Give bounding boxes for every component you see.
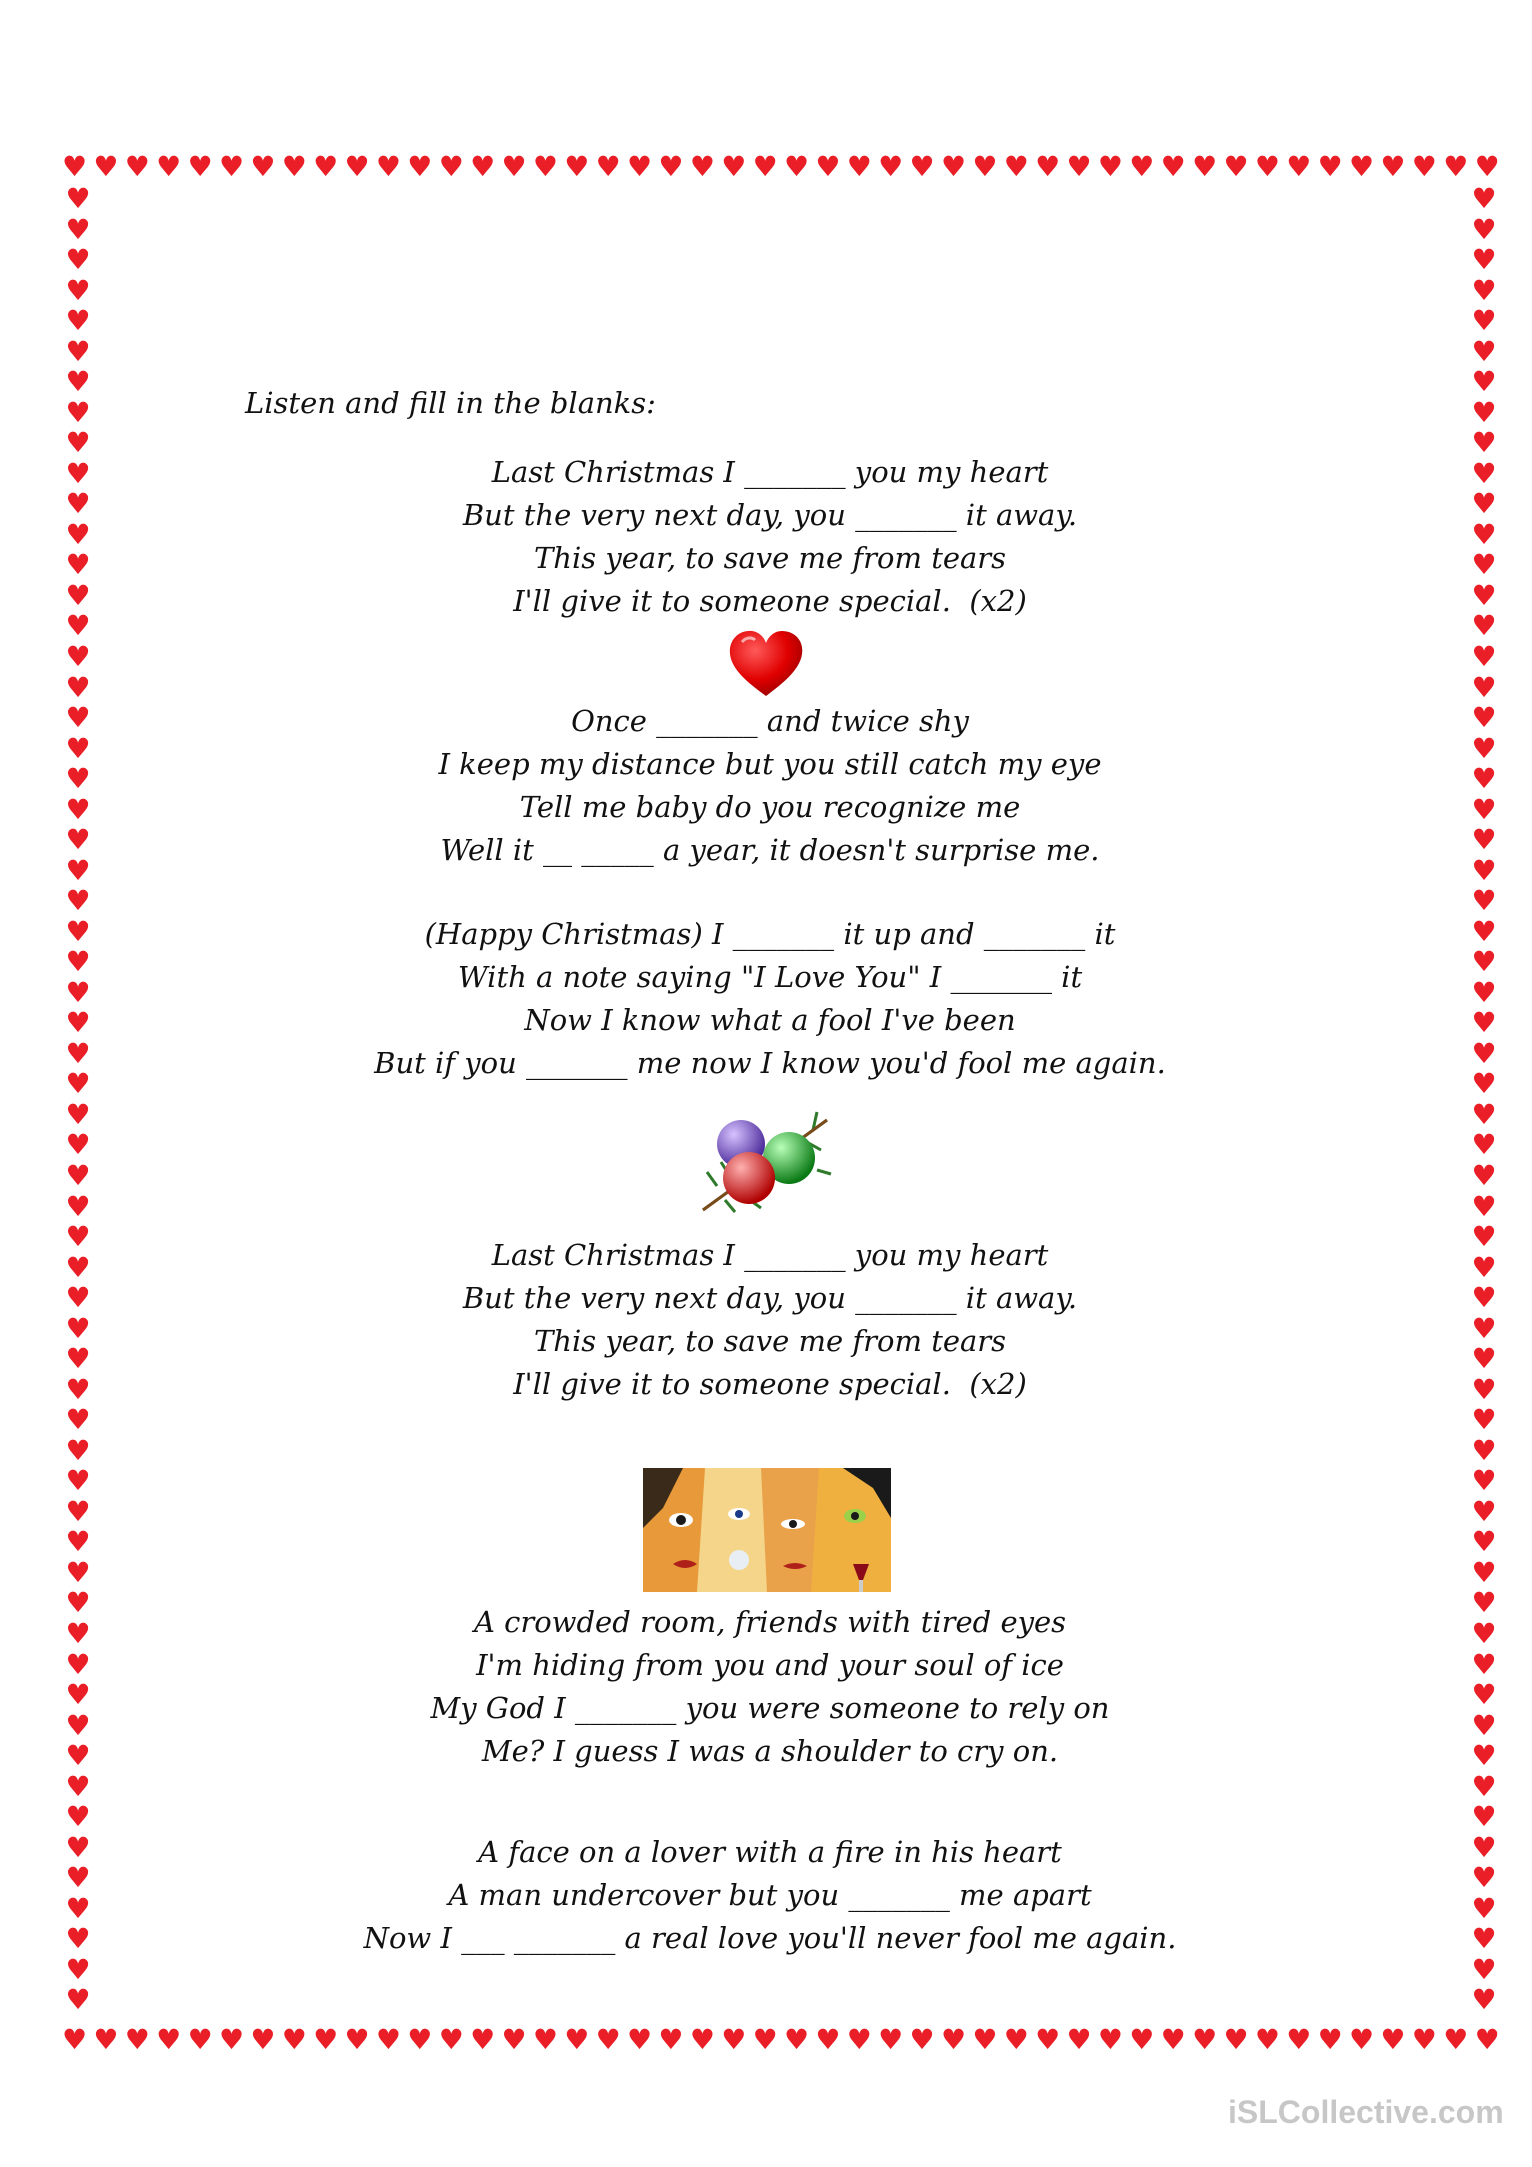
border-heart-icon: ♥ xyxy=(909,2023,935,2056)
lyric-line: Last Christmas I _______ you my heart xyxy=(491,1238,1049,1272)
lyric-line: Well it __ _____ a year, it doesn't surprise me. xyxy=(440,833,1100,867)
border-heart-icon: ♥ xyxy=(218,2023,245,2056)
border-heart-icon: ♥ xyxy=(878,150,904,183)
verse-stanza xyxy=(300,913,1240,1085)
lyric-line: I'll give it to someone special. (x2) xyxy=(513,1367,1027,1401)
border-heart-icon: ♥ xyxy=(65,1067,91,1101)
lyric-line: Me? I guess I was a shoulder to cry on. xyxy=(481,1734,1059,1768)
border-heart-icon: ♥ xyxy=(783,150,810,183)
border-heart-icon: ♥ xyxy=(1471,1220,1497,1254)
border-heart-icon: ♥ xyxy=(65,701,91,735)
border-heart-icon: ♥ xyxy=(1471,701,1497,735)
border-heart-icon: ♥ xyxy=(1471,578,1497,612)
border-heart-icon: ♥ xyxy=(1471,1983,1497,2017)
border-heart-icon: ♥ xyxy=(65,1922,91,1956)
border-heart-icon: ♥ xyxy=(65,334,91,368)
border-heart-icon: ♥ xyxy=(1443,2023,1469,2056)
border-heart-icon: ♥ xyxy=(1474,2023,1500,2056)
lyric-line: This year, to save me from tears xyxy=(533,541,1007,575)
border-heart-icon: ♥ xyxy=(1471,1433,1497,1467)
border-heart-icon: ♥ xyxy=(65,1983,91,2017)
border-heart-icon: ♥ xyxy=(1471,1861,1497,1895)
border-heart-icon: ♥ xyxy=(281,2023,307,2056)
border-heart-icon: ♥ xyxy=(407,2023,433,2056)
border-heart-icon: ♥ xyxy=(501,150,527,183)
border-heart-icon: ♥ xyxy=(65,1342,91,1376)
border-heart-icon: ♥ xyxy=(65,1861,91,1895)
border-heart-icon: ♥ xyxy=(940,150,967,183)
border-heart-icon: ♥ xyxy=(1471,426,1497,460)
lyric-line: A crowded room, friends with tired eyes xyxy=(473,1605,1067,1639)
border-heart-icon: ♥ xyxy=(65,853,91,887)
border-heart-icon: ♥ xyxy=(65,639,91,673)
border-heart-icon: ♥ xyxy=(1471,975,1497,1009)
border-heart-icon: ♥ xyxy=(1471,639,1497,673)
border-heart-icon: ♥ xyxy=(65,1830,91,1864)
border-heart-icon: ♥ xyxy=(65,517,91,551)
border-heart-icon: ♥ xyxy=(65,182,91,215)
border-heart-icon: ♥ xyxy=(65,1189,91,1223)
border-heart-icon: ♥ xyxy=(1471,1281,1497,1315)
border-heart-icon: ♥ xyxy=(1317,150,1343,183)
border-heart-icon: ♥ xyxy=(470,2023,496,2056)
lyric-line: But the very next day, you _______ it away. xyxy=(462,498,1078,532)
border-heart-icon: ♥ xyxy=(689,2023,715,2056)
verse-stanza xyxy=(300,1831,1240,1960)
border-heart-icon: ♥ xyxy=(595,150,621,183)
border-heart-icon: ♥ xyxy=(1471,1067,1497,1101)
border-heart-icon: ♥ xyxy=(1471,609,1497,643)
heart-border-top xyxy=(62,151,1500,183)
border-heart-icon: ♥ xyxy=(1471,1372,1497,1406)
border-heart-icon: ♥ xyxy=(1066,2023,1092,2056)
lyric-line: Last Christmas I _______ you my heart xyxy=(491,455,1049,489)
border-heart-icon: ♥ xyxy=(1254,150,1280,183)
border-heart-icon: ♥ xyxy=(65,945,91,979)
border-heart-icon: ♥ xyxy=(1471,1189,1497,1223)
border-heart-icon: ♥ xyxy=(65,1952,91,1986)
border-heart-icon: ♥ xyxy=(1471,945,1497,979)
border-heart-icon: ♥ xyxy=(783,2023,810,2056)
lyric-line: But the very next day, you _______ it away. xyxy=(462,1281,1078,1315)
border-heart-icon: ♥ xyxy=(65,1006,91,1040)
lyric-line: But if you _______ me now I know you'd fool me again. xyxy=(374,1046,1166,1080)
lyric-line: With a note saying "I Love You" I _______ it xyxy=(457,960,1083,994)
border-heart-icon: ♥ xyxy=(65,1403,91,1437)
border-heart-icon: ♥ xyxy=(65,1616,91,1650)
border-heart-icon: ♥ xyxy=(65,1586,91,1620)
border-heart-icon: ♥ xyxy=(1223,2023,1249,2056)
lyric-line: Now I know what a fool I've been xyxy=(524,1003,1016,1037)
border-heart-icon: ♥ xyxy=(972,2023,998,2056)
border-heart-icon: ♥ xyxy=(65,365,91,399)
border-heart-icon: ♥ xyxy=(1471,1128,1497,1162)
border-heart-icon: ♥ xyxy=(65,1250,91,1284)
border-heart-icon: ♥ xyxy=(1471,548,1497,582)
border-heart-icon: ♥ xyxy=(658,150,684,183)
border-heart-icon: ♥ xyxy=(752,2023,778,2056)
border-heart-icon: ♥ xyxy=(65,1433,91,1467)
border-heart-icon: ♥ xyxy=(1471,1311,1497,1345)
border-heart-icon: ♥ xyxy=(1471,1952,1497,1986)
border-heart-icon: ♥ xyxy=(1471,1555,1497,1589)
border-heart-icon: ♥ xyxy=(1223,150,1249,183)
border-heart-icon: ♥ xyxy=(65,792,91,826)
border-heart-icon: ♥ xyxy=(1160,150,1186,183)
border-heart-icon: ♥ xyxy=(1003,150,1029,183)
border-heart-icon: ♥ xyxy=(1129,150,1155,183)
border-heart-icon: ♥ xyxy=(1254,2023,1280,2056)
border-heart-icon: ♥ xyxy=(1471,334,1497,368)
border-heart-icon: ♥ xyxy=(65,243,91,277)
border-heart-icon: ♥ xyxy=(1471,823,1497,857)
border-heart-icon: ♥ xyxy=(1003,2023,1029,2056)
border-heart-icon: ♥ xyxy=(65,975,91,1009)
border-heart-icon: ♥ xyxy=(65,670,91,704)
border-heart-icon: ♥ xyxy=(1097,150,1123,183)
border-heart-icon: ♥ xyxy=(470,150,496,183)
border-heart-icon: ♥ xyxy=(1317,2023,1343,2056)
border-heart-icon: ♥ xyxy=(1097,2023,1123,2056)
border-heart-icon: ♥ xyxy=(65,1678,91,1712)
chorus-stanza xyxy=(300,451,1240,623)
lyric-line: Tell me baby do you recognize me xyxy=(519,790,1021,824)
border-heart-icon: ♥ xyxy=(1471,1586,1497,1620)
border-heart-icon: ♥ xyxy=(187,2023,213,2056)
border-heart-icon: ♥ xyxy=(1380,150,1406,183)
border-heart-icon: ♥ xyxy=(65,578,91,612)
border-heart-icon: ♥ xyxy=(1471,182,1497,215)
border-heart-icon: ♥ xyxy=(1471,1830,1497,1864)
border-heart-icon: ♥ xyxy=(187,150,213,183)
border-heart-icon: ♥ xyxy=(65,1281,91,1315)
border-heart-icon: ♥ xyxy=(65,884,91,918)
lyric-line: I keep my distance but you still catch my eye xyxy=(438,747,1102,781)
border-heart-icon: ♥ xyxy=(1474,150,1500,183)
border-heart-icon: ♥ xyxy=(846,2023,872,2056)
heart-icon xyxy=(726,628,806,700)
border-heart-icon: ♥ xyxy=(1471,1678,1497,1712)
border-heart-icon: ♥ xyxy=(815,2023,841,2056)
border-heart-icon: ♥ xyxy=(878,2023,904,2056)
border-heart-icon: ♥ xyxy=(532,150,558,183)
border-heart-icon: ♥ xyxy=(65,304,91,338)
border-heart-icon: ♥ xyxy=(1471,670,1497,704)
border-heart-icon: ♥ xyxy=(65,1525,91,1559)
border-heart-icon: ♥ xyxy=(909,150,935,183)
border-heart-icon: ♥ xyxy=(375,150,402,183)
lyric-line: Once _______ and twice shy xyxy=(571,704,969,738)
border-heart-icon: ♥ xyxy=(1471,1036,1497,1070)
border-heart-icon: ♥ xyxy=(1471,1097,1497,1131)
border-heart-icon: ♥ xyxy=(344,2023,370,2056)
border-heart-icon: ♥ xyxy=(1471,1159,1497,1192)
border-heart-icon: ♥ xyxy=(65,1128,91,1162)
christmas-ornaments-icon xyxy=(697,1100,837,1220)
border-heart-icon: ♥ xyxy=(1471,1647,1497,1681)
border-heart-icon: ♥ xyxy=(62,150,88,183)
lyric-line: A man undercover but you _______ me apart xyxy=(448,1878,1092,1912)
border-heart-icon: ♥ xyxy=(564,2023,590,2056)
border-heart-icon: ♥ xyxy=(1471,1708,1497,1742)
border-heart-icon: ♥ xyxy=(564,150,590,183)
border-heart-icon: ♥ xyxy=(438,2023,464,2056)
border-heart-icon: ♥ xyxy=(65,1159,91,1192)
border-heart-icon: ♥ xyxy=(1471,884,1497,918)
border-heart-icon: ♥ xyxy=(65,731,91,765)
border-heart-icon: ♥ xyxy=(689,150,715,183)
border-heart-icon: ♥ xyxy=(1035,2023,1061,2056)
border-heart-icon: ♥ xyxy=(65,212,91,246)
border-heart-icon: ♥ xyxy=(124,150,150,183)
border-heart-icon: ♥ xyxy=(1471,762,1497,796)
border-heart-icon: ♥ xyxy=(658,2023,684,2056)
border-heart-icon: ♥ xyxy=(218,150,245,183)
lyric-line: This year, to save me from tears xyxy=(533,1324,1007,1358)
border-heart-icon: ♥ xyxy=(1471,1525,1497,1559)
border-heart-icon: ♥ xyxy=(313,150,339,183)
verse-stanza xyxy=(300,700,1240,872)
border-heart-icon: ♥ xyxy=(1471,395,1497,429)
heart-border-left xyxy=(62,182,94,2017)
border-heart-icon: ♥ xyxy=(156,150,182,183)
border-heart-icon: ♥ xyxy=(407,150,433,183)
border-heart-icon: ♥ xyxy=(65,1555,91,1589)
border-heart-icon: ♥ xyxy=(972,150,998,183)
border-heart-icon: ♥ xyxy=(65,823,91,857)
border-heart-icon: ♥ xyxy=(124,2023,150,2056)
border-heart-icon: ♥ xyxy=(627,2023,653,2056)
border-heart-icon: ♥ xyxy=(65,1311,91,1345)
border-heart-icon: ♥ xyxy=(65,395,91,429)
border-heart-icon: ♥ xyxy=(1192,2023,1218,2056)
chorus-stanza xyxy=(300,1234,1240,1406)
border-heart-icon: ♥ xyxy=(1129,2023,1155,2056)
border-heart-icon: ♥ xyxy=(65,1647,91,1681)
border-heart-icon: ♥ xyxy=(1471,304,1497,338)
lyric-line: A face on a lover with a fire in his heart xyxy=(478,1835,1062,1869)
border-heart-icon: ♥ xyxy=(65,1800,91,1834)
border-heart-icon: ♥ xyxy=(65,456,91,490)
border-heart-icon: ♥ xyxy=(1192,150,1218,183)
border-heart-icon: ♥ xyxy=(1286,150,1312,183)
border-heart-icon: ♥ xyxy=(501,2023,527,2056)
border-heart-icon: ♥ xyxy=(65,487,91,521)
border-heart-icon: ♥ xyxy=(1471,1739,1497,1773)
lyric-line: (Happy Christmas) I _______ it up and _______ it xyxy=(424,917,1116,951)
border-heart-icon: ♥ xyxy=(65,1372,91,1406)
border-heart-icon: ♥ xyxy=(281,150,307,183)
border-heart-icon: ♥ xyxy=(344,150,370,183)
border-heart-icon: ♥ xyxy=(65,1494,91,1528)
border-heart-icon: ♥ xyxy=(250,150,276,183)
border-heart-icon: ♥ xyxy=(1471,1250,1497,1284)
watermark-text: iSLCollective.com xyxy=(1228,2094,1504,2130)
verse-stanza xyxy=(300,1601,1240,1773)
border-heart-icon: ♥ xyxy=(1471,1891,1497,1925)
border-heart-icon: ♥ xyxy=(156,2023,182,2056)
border-heart-icon: ♥ xyxy=(940,2023,967,2056)
lyric-line: Now I ___ _______ a real love you'll never fool me again. xyxy=(363,1921,1177,1955)
border-heart-icon: ♥ xyxy=(846,150,872,183)
instruction-text: Listen and fill in the blanks: xyxy=(245,386,656,420)
border-heart-icon: ♥ xyxy=(627,150,653,183)
lyric-line: I'm hiding from you and your soul of ice xyxy=(476,1648,1064,1682)
heart-border-right xyxy=(1468,182,1500,2017)
border-heart-icon: ♥ xyxy=(1471,212,1497,246)
border-heart-icon: ♥ xyxy=(1471,1494,1497,1528)
border-heart-icon: ♥ xyxy=(1471,456,1497,490)
border-heart-icon: ♥ xyxy=(1471,243,1497,277)
border-heart-icon: ♥ xyxy=(65,1097,91,1131)
border-heart-icon: ♥ xyxy=(1349,2023,1375,2056)
border-heart-icon: ♥ xyxy=(1160,2023,1186,2056)
border-heart-icon: ♥ xyxy=(1471,1342,1497,1376)
faces-picture-icon xyxy=(643,1468,891,1592)
border-heart-icon: ♥ xyxy=(65,1036,91,1070)
border-heart-icon: ♥ xyxy=(438,150,464,183)
border-heart-icon: ♥ xyxy=(62,2023,88,2056)
border-heart-icon: ♥ xyxy=(1471,487,1497,521)
border-heart-icon: ♥ xyxy=(93,150,119,183)
border-heart-icon: ♥ xyxy=(313,2023,339,2056)
border-heart-icon: ♥ xyxy=(1471,273,1497,307)
lyric-line: I'll give it to someone special. (x2) xyxy=(513,584,1027,618)
border-heart-icon: ♥ xyxy=(65,914,91,948)
border-heart-icon: ♥ xyxy=(1443,150,1469,183)
border-heart-icon: ♥ xyxy=(752,150,778,183)
border-heart-icon: ♥ xyxy=(721,2023,747,2056)
border-heart-icon: ♥ xyxy=(1471,1006,1497,1040)
border-heart-icon: ♥ xyxy=(1349,150,1375,183)
border-heart-icon: ♥ xyxy=(1471,1403,1497,1437)
border-heart-icon: ♥ xyxy=(65,609,91,643)
border-heart-icon: ♥ xyxy=(65,273,91,307)
border-heart-icon: ♥ xyxy=(1380,2023,1406,2056)
border-heart-icon: ♥ xyxy=(532,2023,558,2056)
border-heart-icon: ♥ xyxy=(65,1220,91,1254)
border-heart-icon: ♥ xyxy=(375,2023,402,2056)
border-heart-icon: ♥ xyxy=(65,1464,91,1498)
border-heart-icon: ♥ xyxy=(1411,150,1437,183)
border-heart-icon: ♥ xyxy=(1471,1922,1497,1956)
border-heart-icon: ♥ xyxy=(595,2023,621,2056)
border-heart-icon: ♥ xyxy=(1286,2023,1312,2056)
border-heart-icon: ♥ xyxy=(1471,365,1497,399)
border-heart-icon: ♥ xyxy=(65,1708,91,1742)
lyric-line: My God I _______ you were someone to rely on xyxy=(430,1691,1110,1725)
border-heart-icon: ♥ xyxy=(1471,1616,1497,1650)
border-heart-icon: ♥ xyxy=(250,2023,276,2056)
border-heart-icon: ♥ xyxy=(1471,1800,1497,1834)
border-heart-icon: ♥ xyxy=(1035,150,1061,183)
border-heart-icon: ♥ xyxy=(1471,517,1497,551)
border-heart-icon: ♥ xyxy=(1471,914,1497,948)
border-heart-icon: ♥ xyxy=(1471,731,1497,765)
border-heart-icon: ♥ xyxy=(815,150,841,183)
border-heart-icon: ♥ xyxy=(1471,853,1497,887)
border-heart-icon: ♥ xyxy=(65,1769,91,1803)
border-heart-icon: ♥ xyxy=(721,150,747,183)
border-heart-icon: ♥ xyxy=(1471,1769,1497,1803)
border-heart-icon: ♥ xyxy=(65,1891,91,1925)
border-heart-icon: ♥ xyxy=(65,762,91,796)
border-heart-icon: ♥ xyxy=(65,426,91,460)
border-heart-icon: ♥ xyxy=(1471,792,1497,826)
border-heart-icon: ♥ xyxy=(1471,1464,1497,1498)
border-heart-icon: ♥ xyxy=(1411,2023,1437,2056)
border-heart-icon: ♥ xyxy=(65,1739,91,1773)
border-heart-icon: ♥ xyxy=(93,2023,119,2056)
border-heart-icon: ♥ xyxy=(1066,150,1092,183)
border-heart-icon: ♥ xyxy=(65,548,91,582)
heart-border-bottom xyxy=(62,2024,1500,2056)
